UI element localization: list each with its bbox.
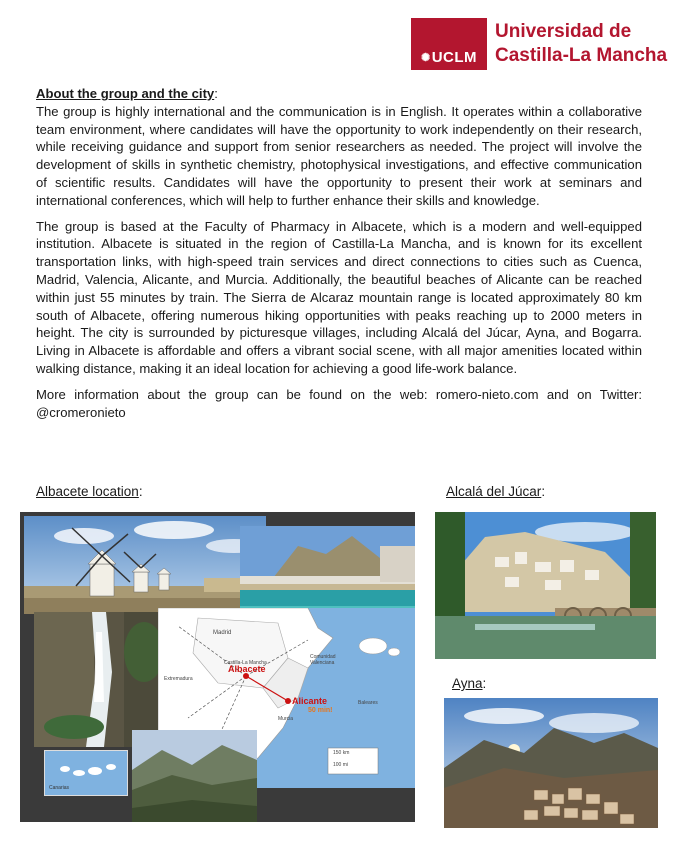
section-heading-text: About the group and the city	[36, 86, 215, 101]
map-label-valenciana: Valenciana	[310, 660, 335, 666]
albacete-location-collage	[20, 512, 415, 822]
waterfall-photo	[34, 612, 166, 747]
caption-ayna-colon: :	[482, 676, 487, 691]
map-label-albacete: Albacete	[228, 664, 266, 674]
section-heading	[36, 85, 642, 103]
map-label-travel-time: 50 min!	[308, 707, 333, 714]
caption-ayna-text: Ayna	[452, 676, 483, 691]
map-label-murcia: Murcia	[278, 716, 294, 722]
map-label-castilla: Castilla-La Mancha	[224, 660, 267, 666]
windmills-photo	[24, 516, 266, 614]
logo-line-1: Universidad de	[495, 21, 632, 42]
paragraph-group: The group is highly international and the communication is in English. It operates within a collaborative team environment, where candidates will have the opportunity to work independently on their research, while receiving guidance and support from senior researchers as needed. The project will involve the development of skills in synthetic chemistry, photophysical investigations, and effective communication of scientific results. Candidates will have the opportunity to present their work at seminars and international conferences, which will help to further enhance their skills and knowledge.	[36, 103, 642, 208]
logo-name	[495, 20, 667, 68]
content-section	[36, 85, 642, 429]
map-label-canarias: Canarias	[49, 785, 70, 791]
paragraph-city: The group is based at the Faculty of Pharmacy in Albacete, which is a modern and well-equipped institution. Albacete is situated in the region of Castilla-La Mancha, and is known for its excellent transportation links, with high-speed train services and direct connections to cities such as Cuenca, Madrid, Valencia, Alicante, and Murcia. Additionally, the beautiful beaches of Alicante can be reached within just 55 minutes by train. The Sierra de Alcaraz mountain range is located approximately 80 km south of Albacete, offering numerous hiking opportunities with peaks reaching up to 2000 meters in height. The city is surrounded by picturesque villages, including Alcalá del Júcar, Ayna, and Bogarra. Living in Albacete is affordable and offers a vibrant social scene, with all major amenities located within walking distance, making it an ideal location for achieving a good life-work balance.	[36, 218, 642, 376]
logo-short: UCLM	[431, 49, 478, 66]
map-label-comunidad-valenciana	[310, 654, 336, 666]
section-heading-colon: :	[214, 86, 218, 101]
caption-albacete-location	[36, 484, 143, 499]
sierra-alcaraz-photo	[132, 730, 257, 822]
caption-ayna	[452, 676, 486, 691]
canarias-inset	[44, 750, 128, 796]
logo-seal-icon: ✺	[420, 52, 431, 64]
map-label-madrid: Madrid	[213, 630, 232, 636]
logo-line-2: Castilla-La Mancha	[495, 45, 668, 66]
caption-alcala-colon: :	[541, 484, 546, 499]
alcala-del-jucar-photo	[435, 512, 656, 659]
map-label-extremadura: Extremadura	[164, 676, 193, 682]
caption-alcala	[446, 484, 545, 499]
caption-alcala-text: Alcalá del Júcar	[446, 484, 542, 499]
map-label-baleares: Baleares	[358, 700, 378, 706]
map-scale-mi: 100 mi	[333, 762, 349, 768]
paragraph-more-info: More information about the group can be found on the web: romero-nieto.com and on Twitter: @cromeronieto	[36, 386, 642, 420]
map-scale-km: 150 km	[333, 750, 350, 756]
university-logo	[411, 18, 669, 70]
map-label-comunidad: Comunidad	[310, 654, 336, 660]
uclm-logo-mark	[411, 18, 487, 70]
caption-albacete-text: Albacete location	[36, 484, 139, 499]
map-label-alicante: Alicante	[292, 696, 328, 706]
ayna-photo	[444, 698, 658, 828]
caption-albacete-colon: :	[138, 484, 143, 499]
